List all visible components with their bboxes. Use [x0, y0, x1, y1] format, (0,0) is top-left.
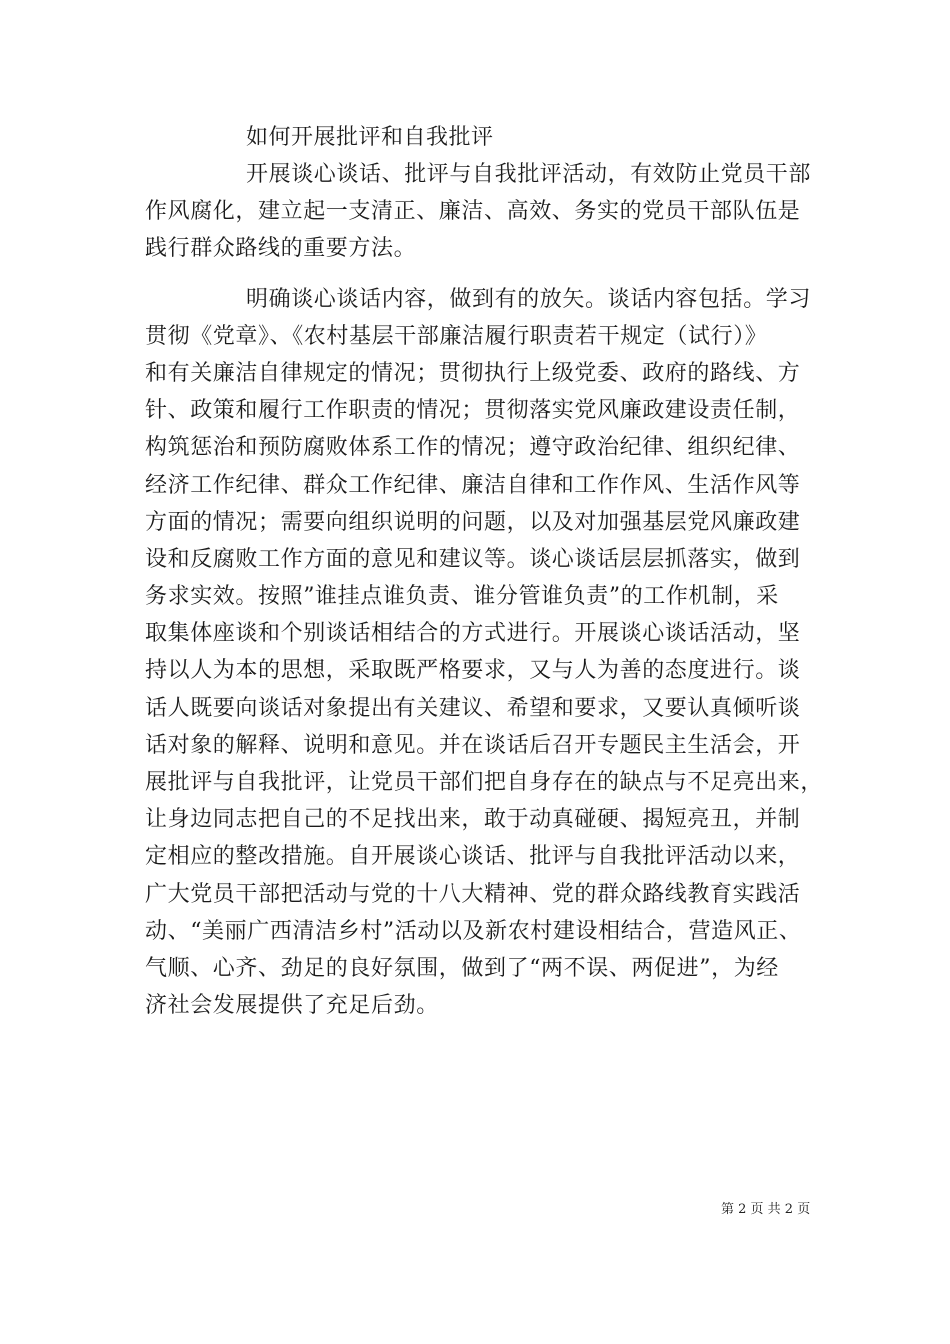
- paragraph-2: [145, 281, 824, 1025]
- paragraph-line: 定相应的整改措施。自开展谈心谈话、批评与自我批评活动以来，: [145, 844, 801, 870]
- paragraph-line: 作风腐化，建立起一支清正、廉洁、高效、务实的党员干部队伍是: [145, 199, 801, 225]
- paragraph-1: [145, 156, 810, 268]
- paragraph-line: 开展谈心谈话、批评与自我批评活动，有效防止党员干部: [246, 162, 812, 187]
- document-body: [145, 156, 824, 1024]
- paragraph-line: 话人既要向谈话对象提出有关建议、希望和要求，又要认真倾听谈: [145, 695, 801, 721]
- paragraph-line: 践行群众路线的重要方法。: [145, 236, 417, 262]
- paragraph-line: 话对象的解释、说明和意见。并在谈话后召开专题民主生活会，开: [145, 732, 801, 758]
- paragraph-line: 取集体座谈和个别谈话相结合的方式进行。开展谈心谈话活动，坚: [145, 621, 801, 647]
- paragraph-line: 针、政策和履行工作职责的情况；贯彻落实党风廉政建设责任制，: [145, 398, 801, 424]
- paragraph-line: 务求实效。按照”谁挂点谁负责、谁分管谁负责”的工作机制，采: [145, 584, 779, 610]
- paragraph-line: 和有关廉洁自律规定的情况；贯彻执行上级党委、政府的路线、方: [145, 360, 801, 386]
- paragraph-line: 展批评与自我批评，让党员干部们把自身存在的缺点与不足亮出来，: [145, 770, 824, 795]
- paragraph-line: 持以人为本的思想，采取既严格要求，又与人为善的态度进行。谈: [145, 658, 801, 684]
- paragraph-line: 明确谈心谈话内容，做到有的放矢。谈话内容包括。学习: [246, 286, 812, 312]
- document-title: 如何开展批评和自我批评: [246, 125, 494, 150]
- paragraph-line: 气顺、心齐、劲足的良好氛围，做到了“两不误、两促进”，为经: [145, 955, 779, 981]
- paragraph-line: 贯彻《党章》、《农村基层干部廉洁履行职责若干规定（试行）》: [145, 323, 768, 349]
- paragraph-line: 设和反腐败工作方面的意见和建议等。谈心谈话层层抓落实，做到: [145, 546, 801, 572]
- paragraph-line: 方面的情况；需要向组织说明的问题，以及对加强基层党风廉政建: [145, 509, 801, 535]
- paragraph-line: 动、“美丽广西清洁乡村”活动以及新农村建设相结合，营造风正、: [145, 918, 802, 944]
- paragraph-line: 让身边同志把自己的不足找出来，敢于动真碰硬、揭短亮丑，并制: [145, 807, 801, 833]
- paragraph-line: 构筑惩治和预防腐败体系工作的情况；遵守政治纪律、组织纪律、: [145, 435, 801, 461]
- page-number-footer: 第 2 页 共 2 页: [721, 1202, 811, 1217]
- paragraph-line: 济社会发展提供了充足后劲。: [145, 993, 439, 1019]
- paragraph-line: 经济工作纪律、群众工作纪律、廉洁自律和工作作风、生活作风等: [145, 472, 801, 498]
- paragraph-spacer: [145, 268, 810, 281]
- paragraph-line: 广大党员干部把活动与党的十八大精神、党的群众路线教育实践活: [145, 881, 801, 907]
